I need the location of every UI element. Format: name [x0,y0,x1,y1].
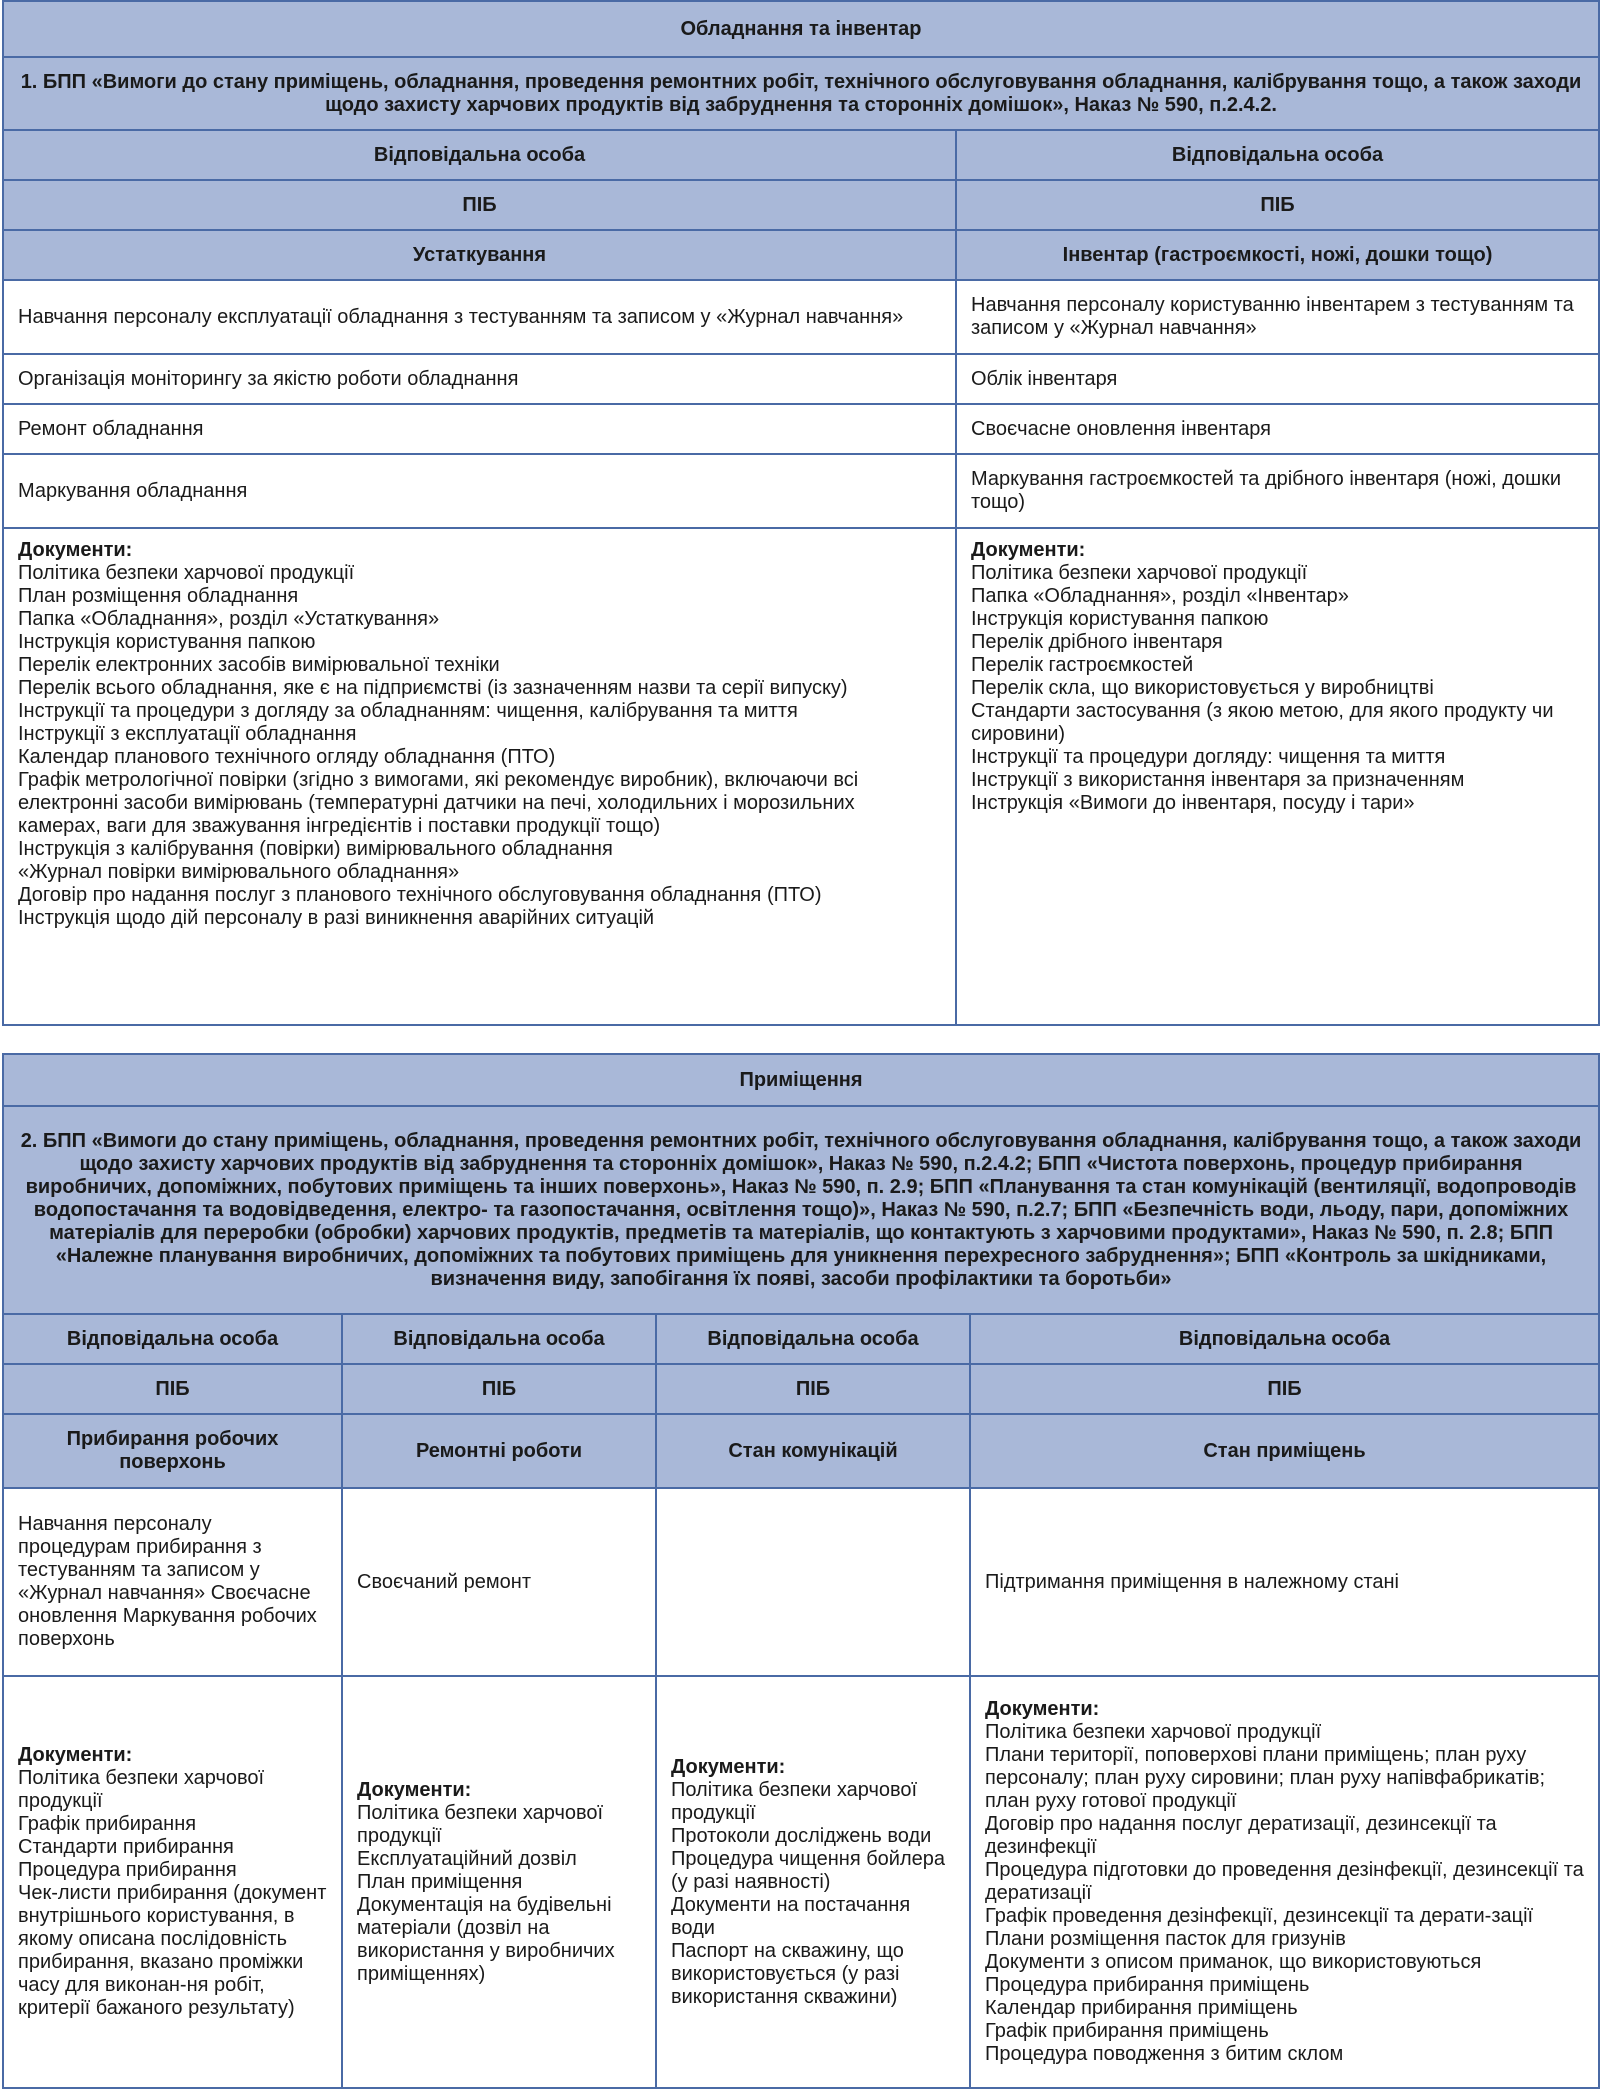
documents-label: Документи: [971,539,1086,561]
document-item: Графік прибирання [18,1813,197,1835]
task-cell: Навчання персоналу експлуатації обладнання з тестуванням та записом у «Журнал навчання» [3,280,956,354]
task-cell: Маркування обладнання [3,454,956,528]
document-item: Перелік гастроємкостей [971,654,1194,676]
document-item: Плани території, поповерхові плани приміщень; план руху персоналу; план руху сировини; план руху напівфабрикатів; план руху готової продукції [985,1744,1546,1812]
full-name-header: ПІБ [956,180,1599,230]
task-cell: Ремонт обладнання [3,404,956,454]
document-item: Інструкції з використання інвентаря за призначенням [971,769,1465,791]
documents-label: Документи: [671,1755,786,1778]
document-item: Інструкції та процедури з догляду за обладнанням: чищення, калібрування та миття [18,700,798,722]
document-item: Чек-листи прибирання (документ внутрішнього користування, в якому описана послідовність прибирання, вказано проміжки часу для виконан-ня робіт, критерії бажаного результату) [18,1882,327,2019]
document-item: Процедура прибирання приміщень [985,1974,1310,1996]
document-item: Стандарти застосування (з якою метою, для якого продукту чи сировини) [971,700,1554,745]
document-item: Договір про надання послуг з планового технічного обслуговування обладнання (ПТО) [18,884,822,906]
documents-cell [342,1676,656,2088]
document-item: Перелік всього обладнання, яке є на підприємстві (із зазначенням назви та серії випуску) [18,677,848,699]
task-cell: Навчання персоналу процедурам прибирання з тестуванням та записом у «Журнал навчання» Своєчасне оновлення Маркування робочих поверхонь [3,1488,342,1676]
documents-cell [956,528,1599,1025]
equipment-standard: 1. БПП «Вимоги до стану приміщень, обладнання, проведення ремонтних робіт, технічного обслуговування обладнання, калібрування тощо, а також заходи щодо захисту харчових продуктів від забруднення та сторонніх домішок», Наказ № 590, п.2.4.2. [3,57,1599,130]
document-item: Процедура поводження з битим склом [985,2043,1344,2065]
documents-cell [3,1676,342,2088]
responsible-person-header: Відповідальна особа [3,1314,342,1364]
full-name-header: ПІБ [3,180,956,230]
full-name-header: ПІБ [970,1364,1599,1414]
category-header: Стан комунікацій [656,1414,970,1488]
documents-label: Документи: [18,1744,133,1766]
document-item: Політика безпеки харчової продукції [18,1767,265,1812]
equipment-table [2,0,1600,1026]
document-item: Процедура підготовки до проведення дезінфекції, дезинсекції та дератизації [985,1859,1584,1904]
document-item: Політика безпеки харчової продукції [18,562,355,584]
document-item: Документація на будівельні матеріали (дозвіл на використання у виробничих приміщеннях) [357,1893,615,1985]
document-item: Інструкція користування папкою [971,608,1269,630]
document-item: Плани розміщення пасток для гризунів [985,1928,1346,1950]
premises-table [2,1053,1600,2089]
responsible-person-header: Відповідальна особа [956,130,1599,180]
document-item: Папка «Обладнання», розділ «Інвентар» [971,585,1349,607]
full-name-header: ПІБ [342,1364,656,1414]
documents-cell [970,1676,1599,2088]
document-item: Політика безпеки харчової продукції [357,1801,604,1847]
document-item: План розміщення обладнання [18,585,299,607]
document-item: Інструкція «Вимоги до інвентаря, посуду і тари» [971,792,1415,814]
documents-cell [3,528,956,1025]
document-item: Календар прибирання приміщень [985,1997,1298,2019]
task-cell: Організація моніторингу за якістю роботи обладнання [3,354,956,404]
document-item: Паспорт на скважину, що використовується (у разі використання скважини) [671,1939,904,2008]
category-header: Устаткування [3,230,956,280]
document-item: Перелік дрібного інвентаря [971,631,1223,653]
documents-label: Документи: [18,539,133,561]
task-cell [656,1488,970,1676]
document-item: Політика безпеки харчової продукції [671,1778,918,1824]
task-cell: Своєчаний ремонт [342,1488,656,1676]
task-cell: Підтримання приміщення в належному стані [970,1488,1599,1676]
document-item: Процедура прибирання [18,1859,237,1881]
category-header: Ремонтні роботи [342,1414,656,1488]
document-item: Документи на постачання води [671,1893,911,1939]
category-header: Інвентар (гастроємкості, ножі, дошки тощо) [956,230,1599,280]
document-item: Інструкція щодо дій персоналу в разі виникнення аварійних ситуацій [18,907,655,929]
document-item: Інструкції з експлуатації обладнання [18,723,357,745]
responsible-person-header: Відповідальна особа [970,1314,1599,1364]
premises-section-title: Приміщення [3,1054,1599,1106]
document-item: Перелік електронних засобів вимірювальної техніки [18,654,500,676]
document-item: Графік проведення дезінфекції, дезинсекції та дерати-зації [985,1905,1534,1927]
documents-label: Документи: [357,1778,472,1801]
task-cell: Маркування гастроємкостей та дрібного інвентаря (ножі, дошки тощо) [956,454,1599,528]
document-item: Документи з описом приманок, що використовуються [985,1951,1482,1973]
task-cell: Навчання персоналу користуванню інвентарем з тестуванням та записом у «Журнал навчання» [956,280,1599,354]
document-item: Договір про надання послуг дератизації, дезинсекції та дезинфекції [985,1813,1497,1858]
document-item: Інструкція користування папкою [18,631,316,653]
task-cell: Облік інвентаря [956,354,1599,404]
documents-cell [656,1676,970,2088]
equipment-section-title: Обладнання та інвентар [3,1,1599,57]
category-header: Стан приміщень [970,1414,1599,1488]
full-name-header: ПІБ [656,1364,970,1414]
responsible-person-header: Відповідальна особа [656,1314,970,1364]
responsible-person-header: Відповідальна особа [3,130,956,180]
document-item: Інструкції та процедури догляду: чищення та миття [971,746,1446,768]
document-item: Графік метрологічної повірки (згідно з вимогами, які рекомендує виробник), включаючи всі електронні засоби вимірювань (температурні датчики на печі, холодильних і морозильних камерах, ваги для зважування інгредієнтів і поставки продукції тощо) [18,769,859,837]
document-item: Протоколи досліджень води [671,1824,932,1847]
document-item: Стандарти прибирання [18,1836,234,1858]
document-item: Інструкція з калібрування (повірки) вимірювального обладнання [18,838,613,860]
document-item: Графік прибирання приміщень [985,2020,1269,2042]
document-item: «Журнал повірки вимірювального обладнання» [18,861,460,883]
document-item: Процедура чищення бойлера (у разі наявності) [671,1847,945,1893]
document-item: Політика безпеки харчової продукції [971,562,1308,584]
documents-label: Документи: [985,1698,1100,1720]
full-name-header: ПІБ [3,1364,342,1414]
category-header: Прибирання робочих поверхонь [3,1414,342,1488]
premises-standard: 2. БПП «Вимоги до стану приміщень, обладнання, проведення ремонтних робіт, технічного обслуговування обладнання, калібрування тощо, а також заходи щодо захисту харчових продуктів від забруднення та сторонніх домішок», Наказ № 590, п.2.4.2; БПП «Чистота поверхонь, процедур прибирання виробничих, допоміжних, побутових приміщень та інших поверхонь», Наказ № 590, п. 2.9; БПП «Планування та стан комунікацій (вентиляції, водопроводів водопостачання та водовідведення, електро- та газопостачання, освітлення тощо)», Наказ № 590, п.2.7; БПП «Безпечність води, льоду, пари, допоміжних матеріалів для переробки (обробки) харчових продуктів, предметів та матеріалів, що контактують з харчовими продуктами», Наказ № 590, п. 2.8; БПП «Належне планування виробничих, допоміжних та побутових приміщень для уникнення перехресного забруднення»; БПП «Контроль за шкідниками, визначення виду, запобігання їх появі, засоби профілактики та боротьби» [3,1106,1599,1314]
document-item: План приміщення [357,1870,523,1893]
task-cell: Своєчасне оновлення інвентаря [956,404,1599,454]
responsible-person-header: Відповідальна особа [342,1314,656,1364]
document-item: Політика безпеки харчової продукції [985,1721,1322,1743]
document-item: Папка «Обладнання», розділ «Устаткування» [18,608,440,630]
document-item: Перелік скла, що використовується у виробництві [971,677,1434,699]
document-item: Експлуатаційний дозвіл [357,1847,577,1870]
document-item: Календар планового технічного огляду обладнання (ПТО) [18,746,556,768]
